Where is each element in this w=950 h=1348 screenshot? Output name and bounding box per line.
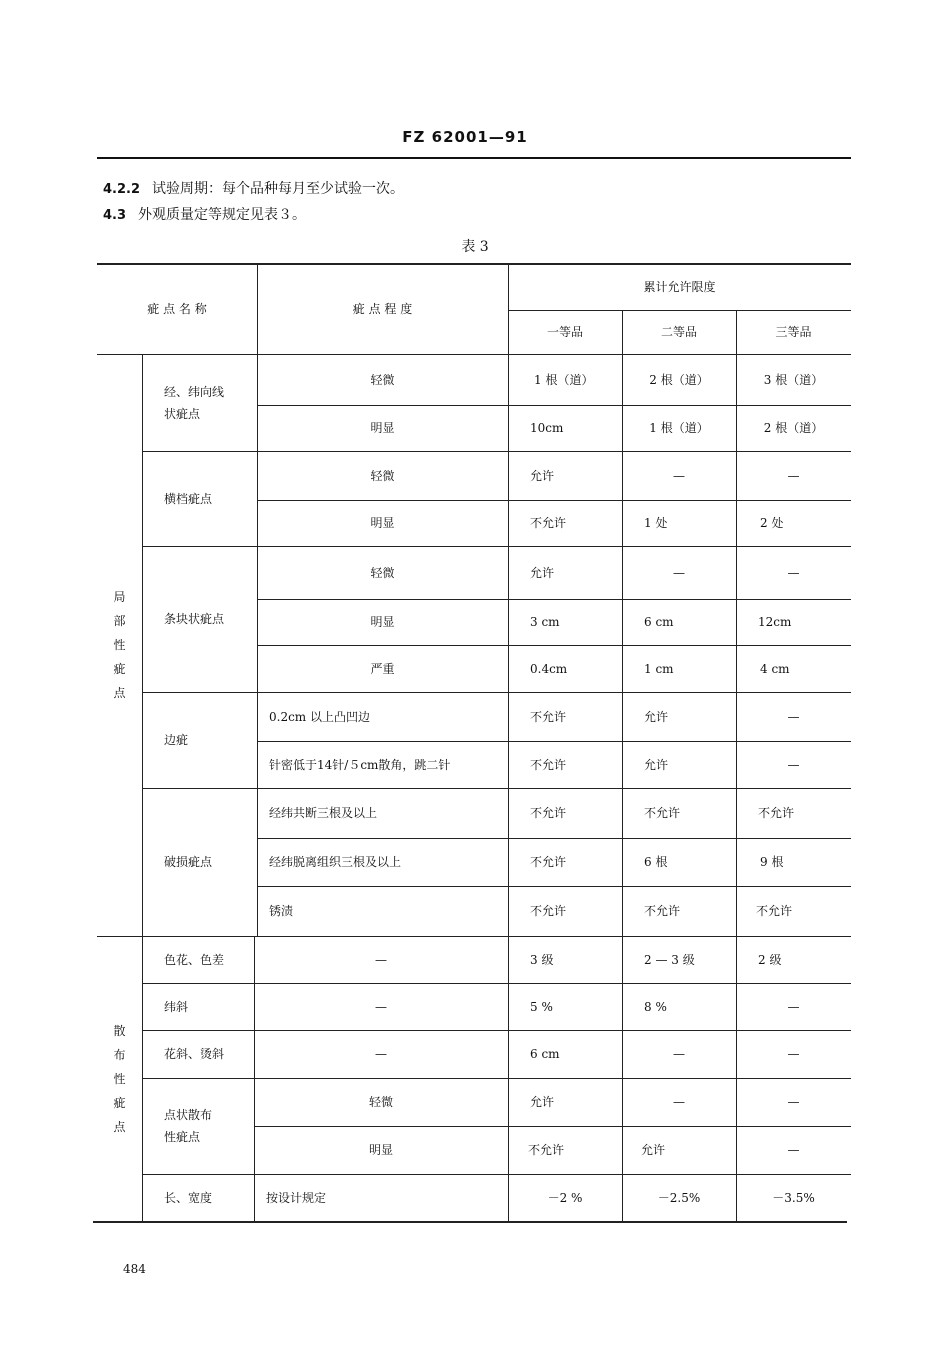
degree-cell: 按设计规定 [266,1190,327,1205]
paragraph-text: 外观质量定等规定见表３。 [138,207,307,223]
grade2-cell: －2.5% [657,1190,701,1205]
degree-cell: — [375,999,387,1014]
degree-cell: 明显 [370,615,395,629]
group-dot [142,1078,254,1174]
grade3-cell: 2 处 [760,516,784,530]
group-color: 色花、色差 [164,952,225,967]
grade1-cell: 允许 [530,468,555,483]
grade3-cell: — [787,709,800,724]
section-char: 部 [113,614,126,628]
grade3-cell: — [787,1047,800,1061]
grade2-cell: — [673,468,685,483]
paragraph-number: 4.3 [103,208,127,223]
degree-cell: 0.2cm 以上凸凹边 [269,709,370,724]
grade1-cell: 10cm [530,421,564,435]
grade1-cell: 不允许 [530,855,567,869]
col-divider [508,263,509,1221]
group-line: 点状散布 [164,1108,213,1122]
grade3-cell: 2 级 [758,952,782,967]
degree-cell: 轻微 [370,565,395,580]
group-horizontal: 横档疵点 [164,491,213,506]
header-grade-2: 二等品 [660,325,697,339]
section-char: 疵 [113,662,126,676]
grade2-cell: 6 根 [644,855,668,869]
grade1-cell: 不允许 [530,904,567,918]
grade3-cell: — [787,1143,800,1157]
degree-cell: 针密低于14针/５cm散角，跳二针 [269,757,451,772]
grade1-cell: 3 级 [530,952,554,967]
header-grade-3: 三等品 [775,325,812,339]
group-pattern-skew: 花斜、烫斜 [164,1047,225,1061]
group-damage: 破损疵点 [164,855,213,869]
group-line: 状疵点 [164,406,201,421]
paragraph-text: 试验周期：每个品种每月至少试验一次。 [152,181,405,197]
grade1-cell: 不允许 [528,1143,565,1157]
header-cumulative-limit: 累计允许限度 [643,279,716,294]
degree-cell: — [375,952,387,967]
group-line: 性疵点 [164,1130,201,1144]
group-skew: 纬斜 [164,999,189,1014]
grade2-cell: 1 cm [644,661,674,676]
grade3-cell: — [787,757,800,772]
grade3-cell: 不允许 [758,806,795,820]
standard-code: FZ 62001—91 [402,128,528,146]
degree-cell: — [375,1047,387,1061]
grade2-cell: 2 — 3 级 [644,952,695,967]
group-warp-weft [142,354,257,451]
grade3-cell: 12cm [758,615,792,629]
grade2-cell: 6 cm [644,615,674,629]
grade2-cell: — [673,1047,685,1061]
degree-cell: 轻微 [370,372,395,387]
grade2-cell: 8 % [644,999,667,1014]
section-char: 点 [113,1119,126,1134]
section-char: 性 [113,1071,126,1086]
section-char: 局 [113,590,126,604]
grade3-cell: — [787,565,800,580]
grade1-cell: 不允许 [530,757,567,772]
section-char: 点 [113,686,126,700]
grade2-cell: 允许 [644,709,669,724]
header-defect-degree: 疵 点 程 度 [352,301,413,316]
grade1-cell: 不允许 [530,709,567,724]
grade3-cell: 4 cm [760,661,790,676]
section-char: 性 [113,638,126,652]
grade1-cell: 允许 [530,565,555,580]
grade2-cell: 不允许 [644,904,681,918]
group-line: 经、纬向线 [164,384,225,399]
section-char: 疵 [113,1095,126,1110]
page-number: 484 [123,1262,146,1276]
grade1-cell: 1 根（道） [534,372,594,387]
grade2-cell: 允许 [644,757,669,772]
table-bottom-rule [93,1221,847,1223]
paragraph-4-3 [103,204,306,224]
grade3-cell: 2 根（道） [763,421,824,435]
section-scattered-defects [97,936,142,1221]
header-defect-name: 疵 点 名 称 [147,301,207,316]
grade2-cell: — [673,565,685,580]
grade3-cell: 3 根（道） [763,372,824,387]
paragraph-4-2-2 [103,178,404,198]
section-char: 布 [113,1047,126,1062]
group-streak: 条块状疵点 [164,612,225,626]
grade2-cell: 允许 [641,1143,666,1157]
grade1-cell: －2 % [547,1190,583,1205]
grade3-cell: — [787,1095,800,1109]
grade3-cell: — [787,999,800,1014]
grade1-cell: 0.4cm [530,661,568,676]
group-length-width: 长、宽度 [164,1190,213,1205]
degree-cell: 锈渍 [269,904,294,918]
grade2-cell: 1 根（道） [649,421,709,435]
grade1-cell: 3 cm [530,615,560,629]
header-grade-1: 一等品 [546,325,583,339]
grade3-cell: －3.5% [772,1190,815,1205]
grade2-cell: 不允许 [644,806,681,820]
degree-cell: 严重 [370,661,395,676]
paragraph-number: 4.2.2 [103,182,141,197]
degree-cell: 明显 [370,516,395,530]
degree-cell: 轻微 [370,468,395,483]
degree-cell: 经纬脱离组织三根及以上 [269,855,402,869]
grade1-cell: 6 cm [530,1047,560,1061]
grade2-cell: 2 根（道） [649,372,709,387]
grade3-cell: — [787,468,800,483]
grade3-cell: 9 根 [760,855,784,869]
table-caption: 表 3 [461,239,489,255]
grade1-cell: 不允许 [530,806,567,820]
degree-cell: 明显 [370,421,395,435]
grade3-cell: 不允许 [756,904,793,918]
grade2-cell: 1 处 [644,516,668,530]
grade2-cell: — [673,1095,685,1109]
group-edge: 边疵 [164,733,189,747]
degree-cell: 轻微 [368,1095,393,1109]
grade1-cell: 允许 [530,1095,555,1109]
header-rule [97,157,851,159]
grade1-cell: 5 % [530,999,553,1014]
degree-cell: 经纬共断三根及以上 [269,806,378,820]
degree-cell: 明显 [368,1143,393,1157]
section-local-defects [97,354,142,936]
section-char: 散 [113,1023,126,1038]
grade1-cell: 不允许 [530,516,567,530]
